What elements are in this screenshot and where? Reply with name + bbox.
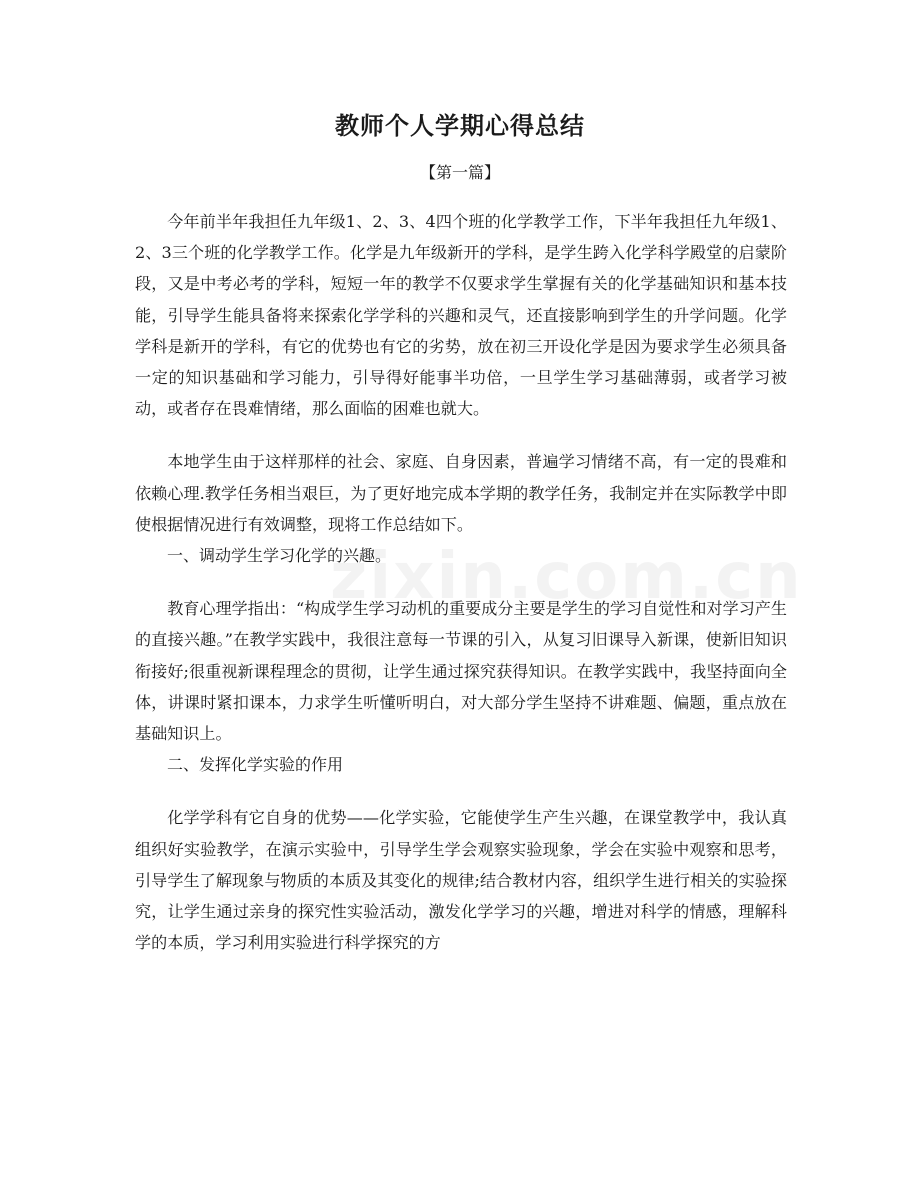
section-heading-2: 二、发挥化学实验的作用: [167, 755, 344, 775]
section-heading-1: 一、调动学生学习化学的兴趣。: [167, 546, 392, 566]
paragraph-intro: 今年前半年我担任九年级1、2、3、4四个班的化学教学工作，下半年我担任九年级1、2、3三个班的化学教学工作。化学是九年级新开的学科，是学生跨入化学科学殿堂的启蒙阶段，又是中考必考的学科，短短一年的教学不仅要求学生掌握有关的化学基础知识和基本技能，引导学生能具备将来探索化学学科的兴趣和灵气，还直接影响到学生的升学问题。化学学科是新开的学科，有它的优势也有它的劣势，放在初三开设化学是因为要求学生必须具备一定的知识基础和学习能力，引导得好能事半功倍，一旦学生学习基础薄弱，或者学习被动，或者存在畏难情绪，那么面临的困难也就大。: [135, 212, 787, 419]
document-title: 教师个人学期心得总结: [335, 111, 585, 140]
paragraph-experiment: 化学学科有它自身的优势——化学实验，它能使学生产生兴趣，在课堂教学中，我认真组织好实验教学，在演示实验中，引导学生学会观察实验现象，学会在实验中观察和思考，引导学生了解现象与物质的本质及其变化的规律;结合教材内容，组织学生进行相关的实验探究，让学生通过亲身的探究性实验活动，激发化学学习的兴趣，增进对科学的情感，理解科学的本质，学习利用实验进行科学探究的方: [135, 808, 787, 953]
section-label: 【第一篇】: [419, 163, 500, 182]
paragraph-interest: 教育心理学指出：“构成学生学习动机的重要成分主要是学生的学习自觉性和对学习产生的直接兴趣。”在教学实践中，我很注意每一节课的引入，从复习旧课导入新课，使新旧知识衔接好;很重视新课程理念的贯彻，让学生通过探究获得知识。在教学实践中，我坚持面向全体，讲课时紧扣课本，力求学生听懂听明白，对大部分学生坚持不讲难题、偏题，重点放在基础知识上。: [135, 599, 787, 744]
paragraph-context: 本地学生由于这样那样的社会、家庭、自身因素，普遍学习情绪不高，有一定的畏难和依赖心理.教学任务相当艰巨，为了更好地完成本学期的教学任务，我制定并在实际教学中即使根据情况进行有效调整，现将工作总结如下。: [135, 452, 787, 534]
document-body: [135, 206, 787, 958]
